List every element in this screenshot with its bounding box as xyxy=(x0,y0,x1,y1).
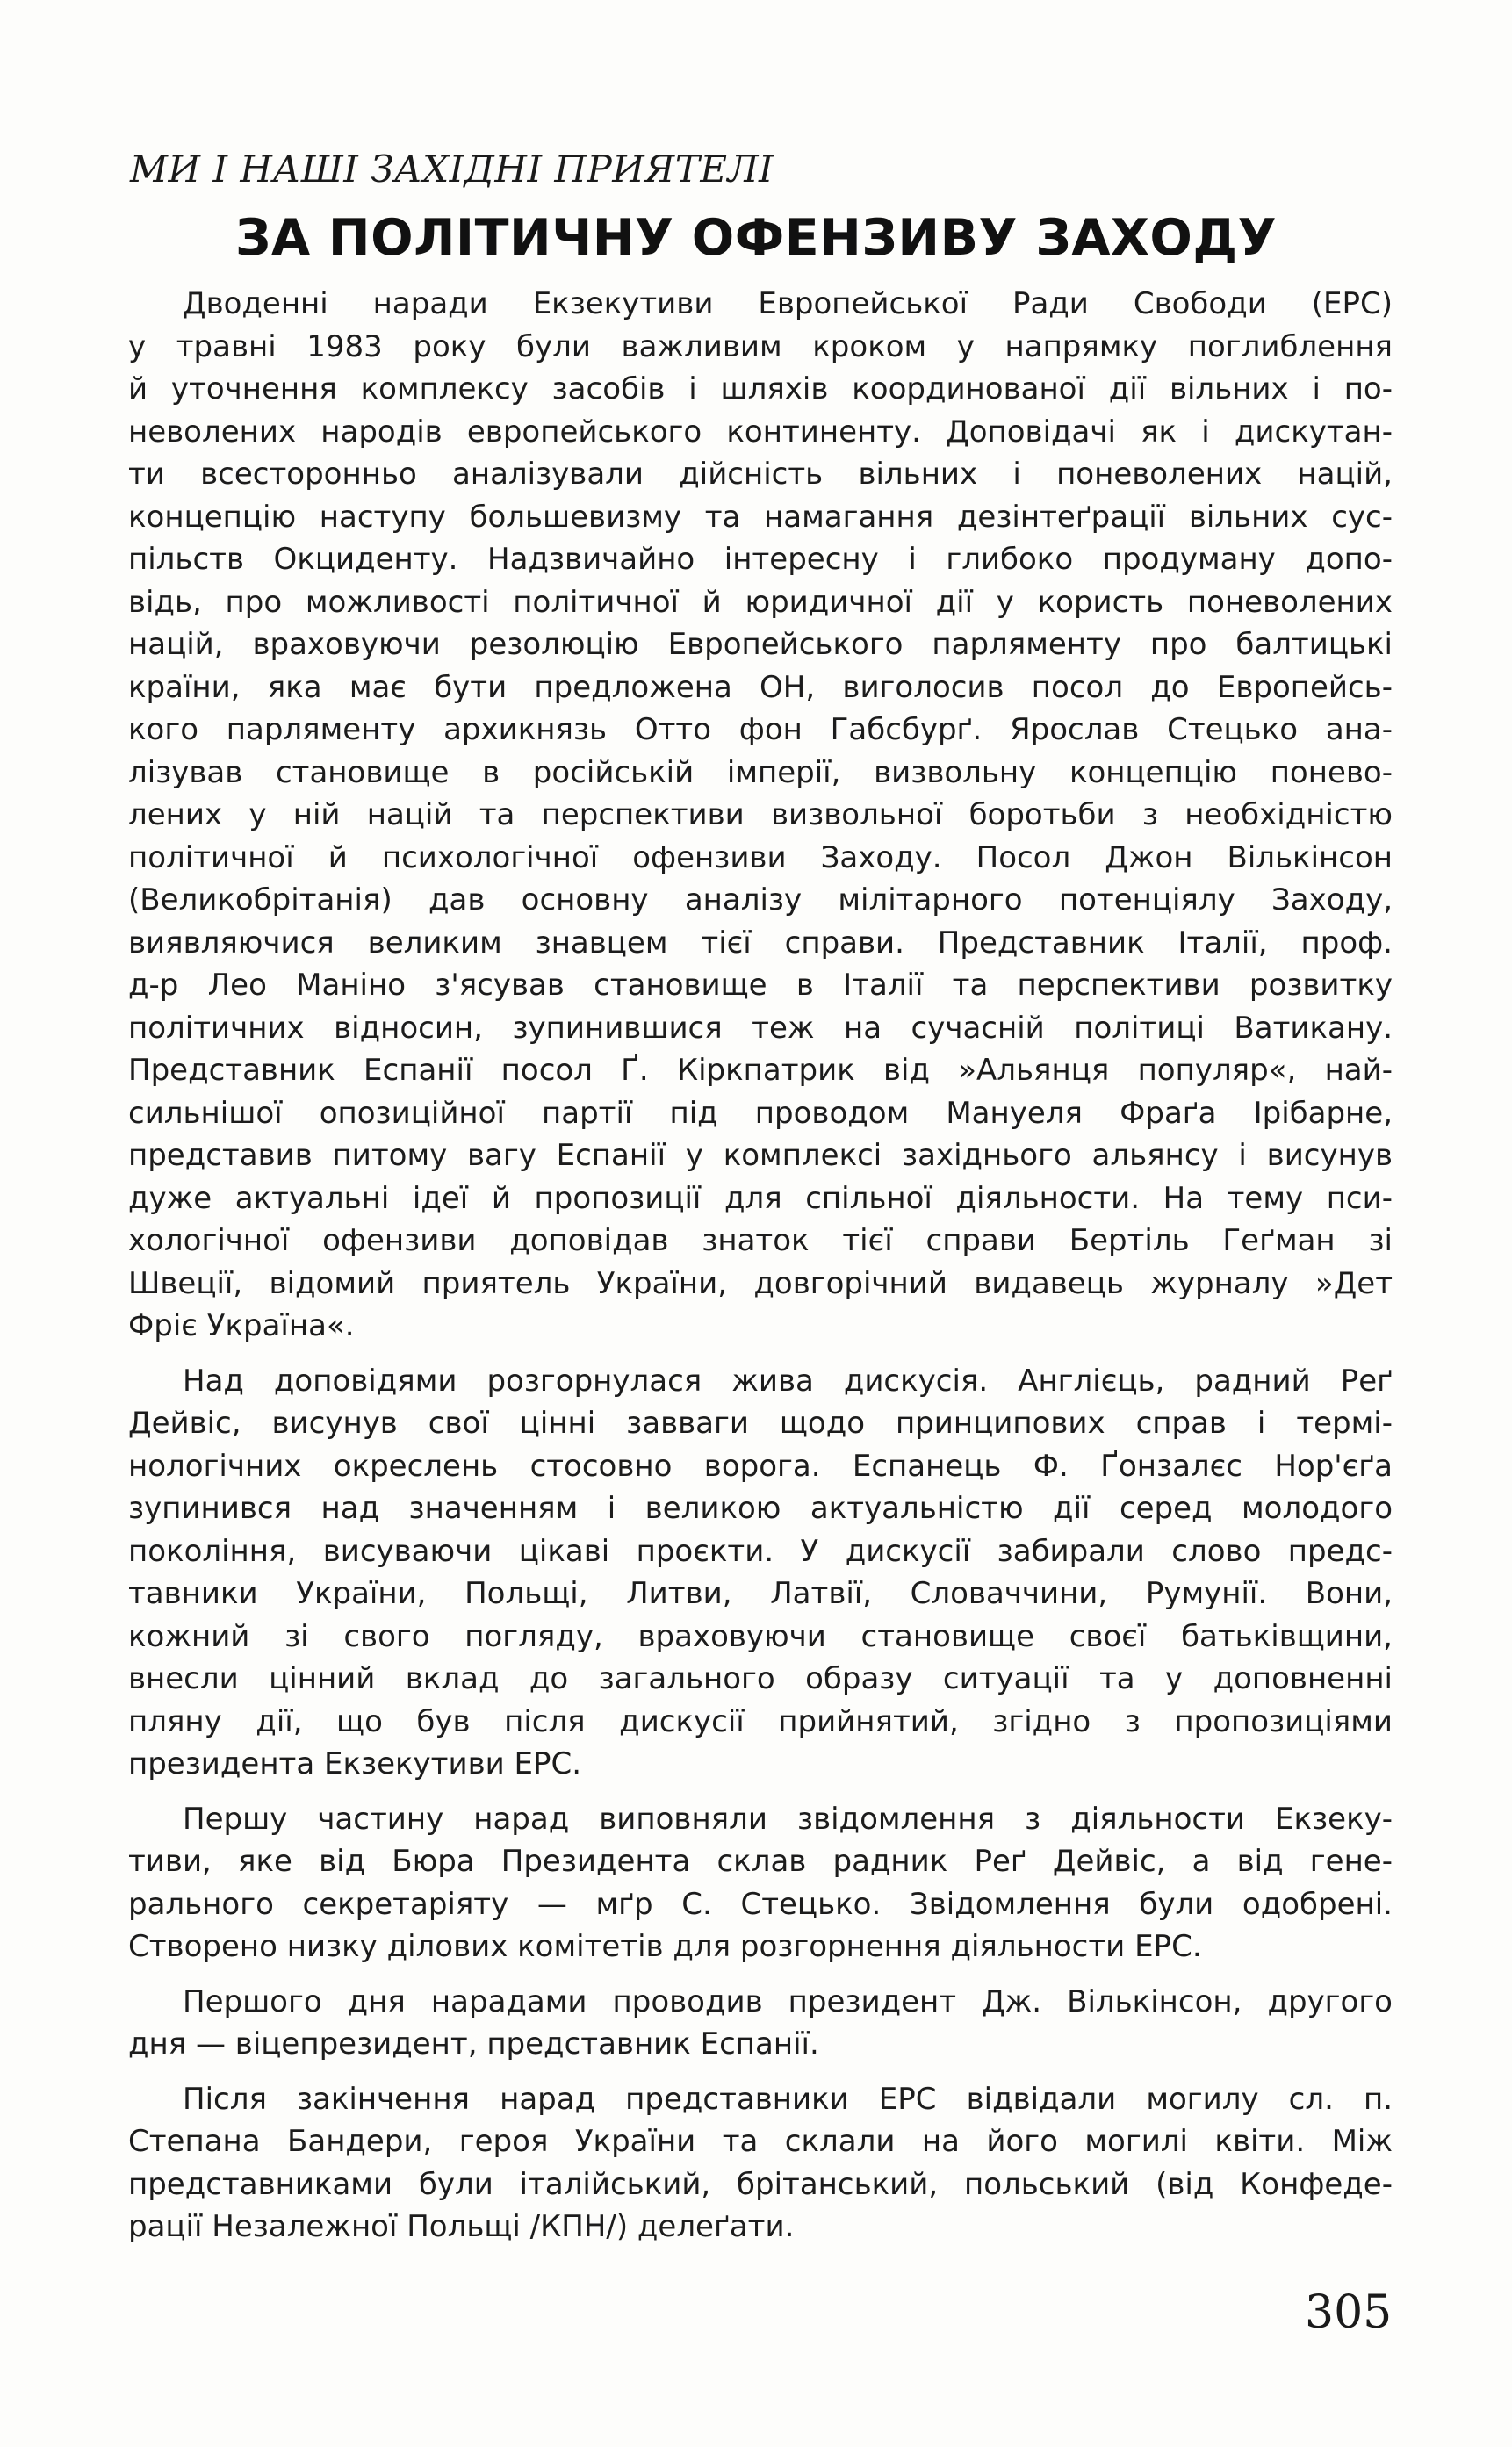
text-line: Степана Бандери, героя України та склали на його могилі квіти. Між xyxy=(128,2124,1393,2159)
text-line: концепцію наступу большевизму та намагання дезінтеґрації вільних сус- xyxy=(128,499,1393,535)
text-line: зупинився над значенням і великою актуальністю дії серед молодого xyxy=(128,1491,1393,1526)
text-line: нологічних окреслень стосовно ворога. Еспанець Ф. Ґонзалєс Нор'єґа xyxy=(128,1448,1393,1484)
text-line: лених у ній націй та перспективи визвольної боротьби з необхідністю xyxy=(128,797,1393,832)
page-number: 305 xyxy=(1305,2286,1393,2339)
text-line: хологічної офензиви доповідав знаток тієї справи Бертіль Геґман зі xyxy=(128,1223,1393,1258)
text-line: дуже актуальні ідеї й пропозиції для спільної діяльности. На тему пси- xyxy=(128,1180,1393,1216)
text-line: лізував становище в російській імперії, визвольну концепцію понево- xyxy=(128,754,1393,790)
text-line: Представник Еспанії посол Ґ. Кіркпатрик від »Альянця популяр«, най- xyxy=(128,1053,1393,1088)
text-line: представниками були італійський, брітанський, польський (від Конфеде- xyxy=(128,2166,1393,2202)
text-line: внесли цінний вклад до загального образу ситуації та у доповненні xyxy=(128,1661,1393,1696)
text-line: у травні 1983 року були важливим кроком у напрямку поглиблення xyxy=(128,328,1393,364)
text-line: націй, враховуючи резолюцію Европейського парляменту про балтицькі xyxy=(128,627,1393,662)
text-line: неволених народів европейського континенту. Доповідачі як і дискутан- xyxy=(128,414,1393,450)
text-line: дня — віцепрезидент, представник Еспанії. xyxy=(128,2026,819,2062)
text-line: політичних відносин, зупинившися теж на сучасній політиці Ватикану. xyxy=(128,1010,1393,1046)
text-line: Першу частину нарад виповняли звідомлення з діяльности Екзеку- xyxy=(183,1801,1393,1837)
text-line: президента Екзекутиви ЕРС. xyxy=(128,1746,582,1781)
text-line: рації Незалежної Польщі /КПН/) делеґати. xyxy=(128,2209,795,2244)
paragraph xyxy=(128,1798,1393,1968)
text-line: й уточнення комплексу засобів і шляхів координованої дії вільних і по- xyxy=(128,371,1393,407)
section-title: МИ І НАШІ ЗАХІДНІ ПРИЯТЕЛІ xyxy=(130,148,774,191)
text-line: Створено низку ділових комітетів для розгорнення діяльности ЕРС. xyxy=(128,1929,1202,1964)
text-line: кого парляменту архикнязь Отто фон Габсбурґ. Ярослав Стецько ана- xyxy=(128,712,1393,747)
text-line: покоління, висуваючи цікаві проєкти. У дискусії забирали слово предс- xyxy=(128,1533,1393,1569)
text-line: тиви, яке від Бюра Президента склав радник Реґ Дейвіс, а від гене- xyxy=(128,1844,1393,1879)
text-line: ти всесторонньо аналізували дійсність вільних і поневолених націй, xyxy=(128,457,1393,492)
text-line: д-р Лео Маніно з'ясував становище в Італії та перспективи розвитку xyxy=(128,968,1393,1003)
text-line: тавники України, Польщі, Литви, Латвії, Словаччини, Румунії. Вони, xyxy=(128,1576,1393,1611)
text-line: політичної й психологічної офензиви Заходу. Посол Джон Вількінсон xyxy=(128,839,1393,875)
text-line: Над доповідями розгорнулася жива дискусія. Англієць, радний Реґ xyxy=(183,1363,1393,1399)
text-line: пляну дії, що був після дискусії прийнятий, згідно з пропозиціями xyxy=(128,1703,1393,1739)
text-line: рального секретаріяту — мґр С. Стецько. Звідомлення були одобрені. xyxy=(128,1886,1393,1922)
text-line: відь, про можливості політичної й юридичної дії у користь поневолених xyxy=(128,584,1393,620)
text-line: Дейвіс, висунув свої цінні завваги щодо принципових справ і термі- xyxy=(128,1406,1393,1441)
paragraph xyxy=(128,1981,1393,2066)
article-headline: ЗА ПОЛІТИЧНУ ОФЕНЗИВУ ЗАХОДУ xyxy=(234,209,1278,267)
text-line: країни, яка має бути предложена ОН, виголосив посол до Европейсь- xyxy=(128,669,1393,705)
text-line: Швеції, відомий приятель України, довгорічний видавець журналу »Дет xyxy=(128,1265,1393,1301)
text-line: пільств Окциденту. Надзвичайно інтересну і глибоко продуману допо- xyxy=(128,542,1393,577)
text-line: виявляючися великим знавцем тієї справи. Представник Італії, проф. xyxy=(128,925,1393,961)
text-line: сильнішої опозиційної партії під проводом Мануеля Фраґа Ірібарне, xyxy=(128,1095,1393,1131)
text-line: Дводенні наради Екзекутиви Европейської Ради Свободи (ЕРС) xyxy=(183,286,1393,321)
text-line: Першого дня нарадами проводив президент Дж. Вількінсон, другого xyxy=(183,1983,1393,2019)
text-line: Фріє Україна«. xyxy=(128,1308,355,1343)
paragraph xyxy=(128,2078,1393,2249)
text-line: кожний зі свого погляду, враховуючи становище своєї батьківщини, xyxy=(128,1618,1393,1654)
paragraph xyxy=(128,283,1393,1348)
text-line: Після закінчення нарад представники ЕРС відвідали могилу сл. п. xyxy=(183,2081,1393,2117)
article-body xyxy=(128,283,1393,2261)
text-line: представив питому вагу Еспанії у комплексі західнього альянсу і висунув xyxy=(128,1138,1393,1173)
paragraph xyxy=(128,1360,1393,1786)
text-line: (Великобрітанія) дав основну аналізу мілітарного потенціялу Заходу, xyxy=(128,882,1393,918)
